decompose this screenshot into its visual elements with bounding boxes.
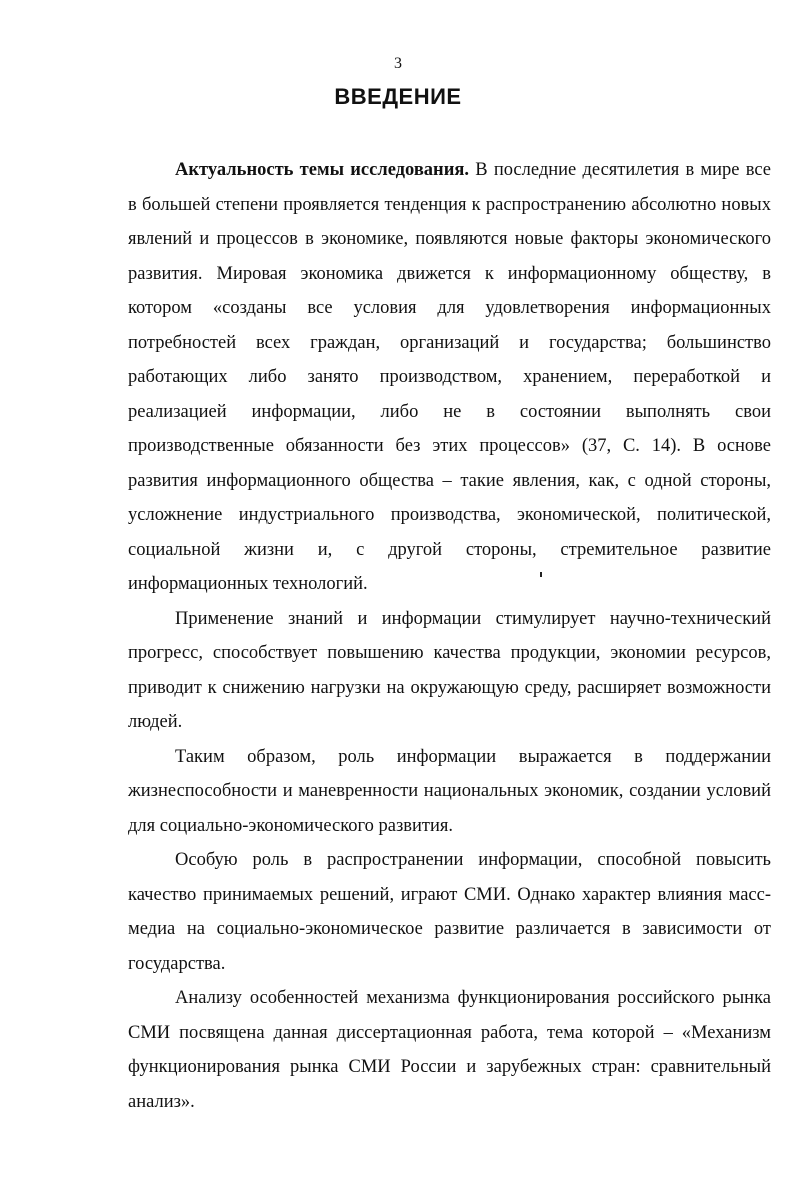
paragraph-relevance (128, 153, 771, 602)
document-body (128, 153, 771, 1119)
paragraph-topic: Анализу особенностей механизма функционирования российского рынка СМИ посвящена данная диссертационная работа, тема которой – «Механизм функционирования рынка СМИ России и зарубежных стран: сравнительный анализ». (128, 988, 771, 1112)
paragraph-text: В последние десятилетия в мире все в большей степени проявляется тенденция к распространению абсолютно новых явлений и процессов в экономике, появляются новые факторы экономического развития. Мировая экономика движется к информационному обществу, в котором «созданы все условия для удовлетворения информационных потребностей всех граждан, организаций и государства; большинство работающих либо занято производством, хранением, переработкой и реализацией информации, либо не в состоянии выполнять свои производственные обязанности без этих процессов» (37, С. 14). В основе развития информационного общества – такие явления, как, с одной стороны, усложнение индустриального производства, экономической, политической, социальной жизни и, с другой стороны, стремительное развитие информационных технологий. (128, 160, 772, 594)
paragraph-knowledge: Применение знаний и информации стимулирует научно-технический прогресс, способствует повышению качества продукции, экономии ресурсов, приводит к снижению нагрузки на окружающую среду, расширяет возможности людей. (128, 608, 771, 732)
page-number: 3 (394, 55, 402, 72)
page-title: ВВЕДЕНИЕ (334, 84, 462, 109)
paragraph-role: Таким образом, роль информации выражается в поддержании жизнеспособности и маневренности национальных экономик, создании условий для социально-экономического развития. (128, 746, 771, 836)
scan-speck (540, 572, 542, 577)
paragraph-lead: Актуальность темы исследования. (175, 160, 470, 180)
paragraph-media: Особую роль в распространении информации, способной повысить качество принимаемых решений, играют СМИ. Однако характер влияния масс-медиа на социально-экономическое развитие различается в зависимости от государства. (128, 850, 771, 974)
